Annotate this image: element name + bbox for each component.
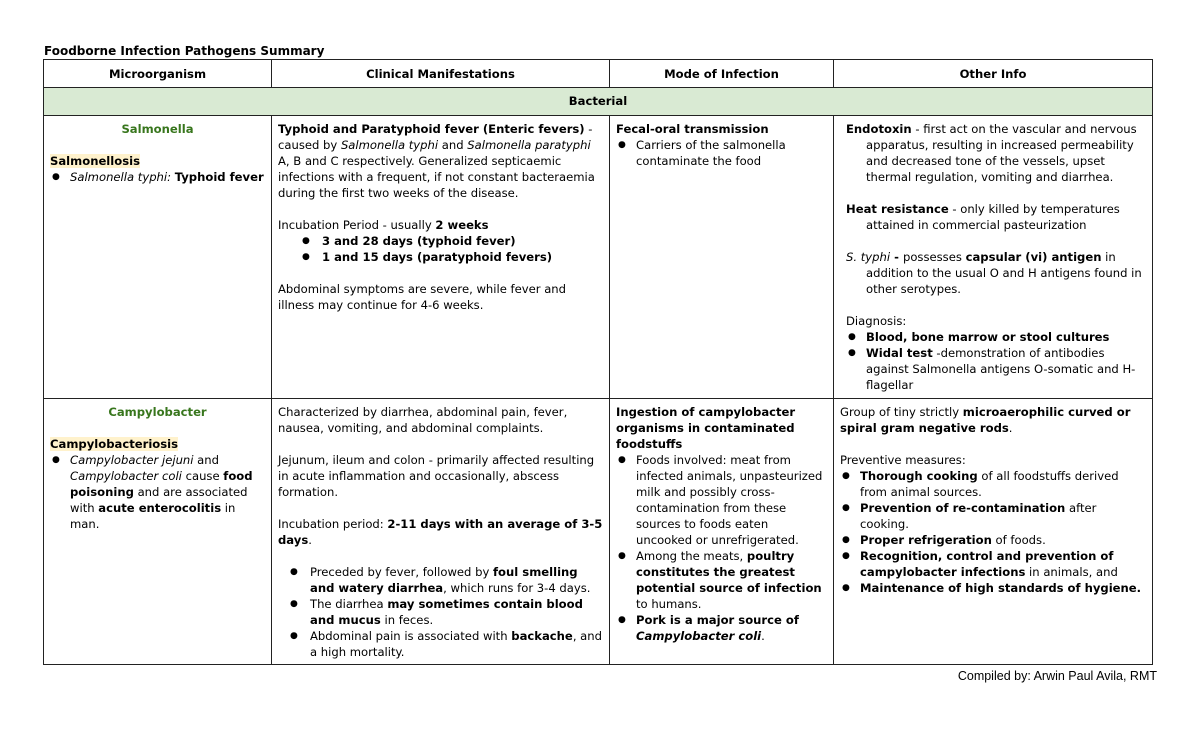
other-info-cell xyxy=(834,399,1153,665)
antigen-info: S. typhi - possesses capsular (vi) antigen in addition to the usual O and H antigens found in other serotypes. xyxy=(846,250,1142,296)
diagnosis-label: Diagnosis: xyxy=(846,314,907,328)
pathogen-summary-table xyxy=(43,59,1153,665)
header-row xyxy=(44,60,1153,88)
mode-heading: Ingestion of campylobacter organisms in contaminated foodstuffs xyxy=(616,405,796,451)
list-item: ● Prevention of re-contamination after cooking. xyxy=(860,500,1146,532)
organism-name: Campylobacter xyxy=(108,405,207,419)
list-item: ● 3 and 28 days (typhoid fever) xyxy=(322,233,603,249)
incubation-period: Incubation period: 2-11 days with an average of 3-5 days. xyxy=(278,517,603,547)
organism-cell xyxy=(44,116,272,399)
symptom-list xyxy=(278,564,603,660)
clinical-cell xyxy=(272,116,610,399)
list-item: ● Salmonella typhi: Typhoid fever xyxy=(70,169,265,185)
organism-name: Salmonella xyxy=(121,122,194,136)
clinical-paragraph: Typhoid and Paratyphoid fever (Enteric fevers) - caused by Salmonella typhi and Salmonella paratyphi A, B and C respectively. Generalized septicaemic infections with a frequent, if not constant bacteraemia during the first two weeks of the disease. xyxy=(278,122,595,200)
document-title: Foodborne Infection Pathogens Summary xyxy=(44,44,325,58)
endotoxin-info: Endotoxin - first act on the vascular and nervous apparatus, resulting in increased permeability and decreased tone of the vessels, upset thermal regulation, vomiting and diarrhea. xyxy=(846,122,1137,184)
list-item: ● Carriers of the salmonella contaminate the food xyxy=(636,137,827,169)
heat-resistance-info: Heat resistance - only killed by temperatures attained in commercial pasteurization xyxy=(846,202,1120,232)
category-row xyxy=(44,88,1153,116)
preventive-list xyxy=(840,468,1146,596)
list-item: ● Thorough cooking of all foodstuffs derived from animal sources. xyxy=(860,468,1146,500)
clinical-paragraph: Characterized by diarrhea, abdominal pain, fever, nausea, vomiting, and abdominal complaints. xyxy=(278,405,568,435)
mode-cell xyxy=(610,399,834,665)
list-item: ● Pork is a major source of Campylobacter coli. xyxy=(636,612,827,644)
disease-name: Campylobacteriosis xyxy=(50,437,179,451)
mode-list xyxy=(616,452,827,644)
table-row xyxy=(44,116,1153,399)
list-item: ● Blood, bone marrow or stool cultures xyxy=(866,329,1146,345)
list-item: ● Widal test -demonstration of antibodies against Salmonella antigens O-somatic and H-flagellar xyxy=(866,345,1146,393)
incubation-list xyxy=(278,233,603,265)
organism-description: Group of tiny strictly microaerophilic curved or spiral gram negative rods. xyxy=(840,405,1131,435)
header-microorganism: Microorganism xyxy=(44,60,272,88)
list-item: ● Foods involved: meat from infected animals, unpasteurized milk and possibly cross-contamination from these sources to foods eaten uncooked or unrefrigerated. xyxy=(636,452,827,548)
list-item: ● Maintenance of high standards of hygiene. xyxy=(860,580,1146,596)
organism-cell xyxy=(44,399,272,665)
list-item: ● 1 and 15 days (paratyphoid fevers) xyxy=(322,249,603,265)
other-info-cell xyxy=(834,116,1153,399)
list-item: ● Among the meats, poultry constitutes the greatest potential source of infection to humans. xyxy=(636,548,827,612)
clinical-paragraph: Abdominal symptoms are severe, while fever and illness may continue for 4-6 weeks. xyxy=(278,282,567,312)
mode-list xyxy=(616,137,827,169)
mode-heading: Fecal-oral transmission xyxy=(616,122,769,136)
category-bacterial: Bacterial xyxy=(44,88,1153,116)
table-row xyxy=(44,399,1153,665)
header-other-info: Other Info xyxy=(834,60,1153,88)
clinical-paragraph: Jejunum, ileum and colon - primarily affected resulting in acute inflammation and occasionally, abscess formation. xyxy=(278,453,595,499)
list-item: ● Proper refrigeration of foods. xyxy=(860,532,1146,548)
incubation-period: Incubation Period - usually 2 weeks xyxy=(278,218,489,232)
list-item: ● Recognition, control and prevention of campylobacter infections in animals, and xyxy=(860,548,1146,580)
list-item: ● Abdominal pain is associated with backache, and a high mortality. xyxy=(310,628,603,660)
organism-list xyxy=(50,169,265,185)
compiled-by-footer: Compiled by: Arwin Paul Avila, RMT xyxy=(957,669,1157,683)
header-clinical-manifestations: Clinical Manifestations xyxy=(272,60,610,88)
list-item: ● Campylobacter jejuni and Campylobacter coli cause food poisoning and are associated with acute enterocolitis in man. xyxy=(70,452,265,532)
disease-name: Salmonellosis xyxy=(50,154,140,168)
diagnosis-list xyxy=(846,329,1146,393)
list-item: ● Preceded by fever, followed by foul smelling and watery diarrhea, which runs for 3-4 days. xyxy=(310,564,603,596)
mode-cell xyxy=(610,116,834,399)
clinical-cell xyxy=(272,399,610,665)
list-item: ● The diarrhea may sometimes contain blood and mucus in feces. xyxy=(310,596,603,628)
organism-list xyxy=(50,452,265,532)
preventive-label: Preventive measures: xyxy=(840,453,966,467)
header-mode-of-infection: Mode of Infection xyxy=(610,60,834,88)
